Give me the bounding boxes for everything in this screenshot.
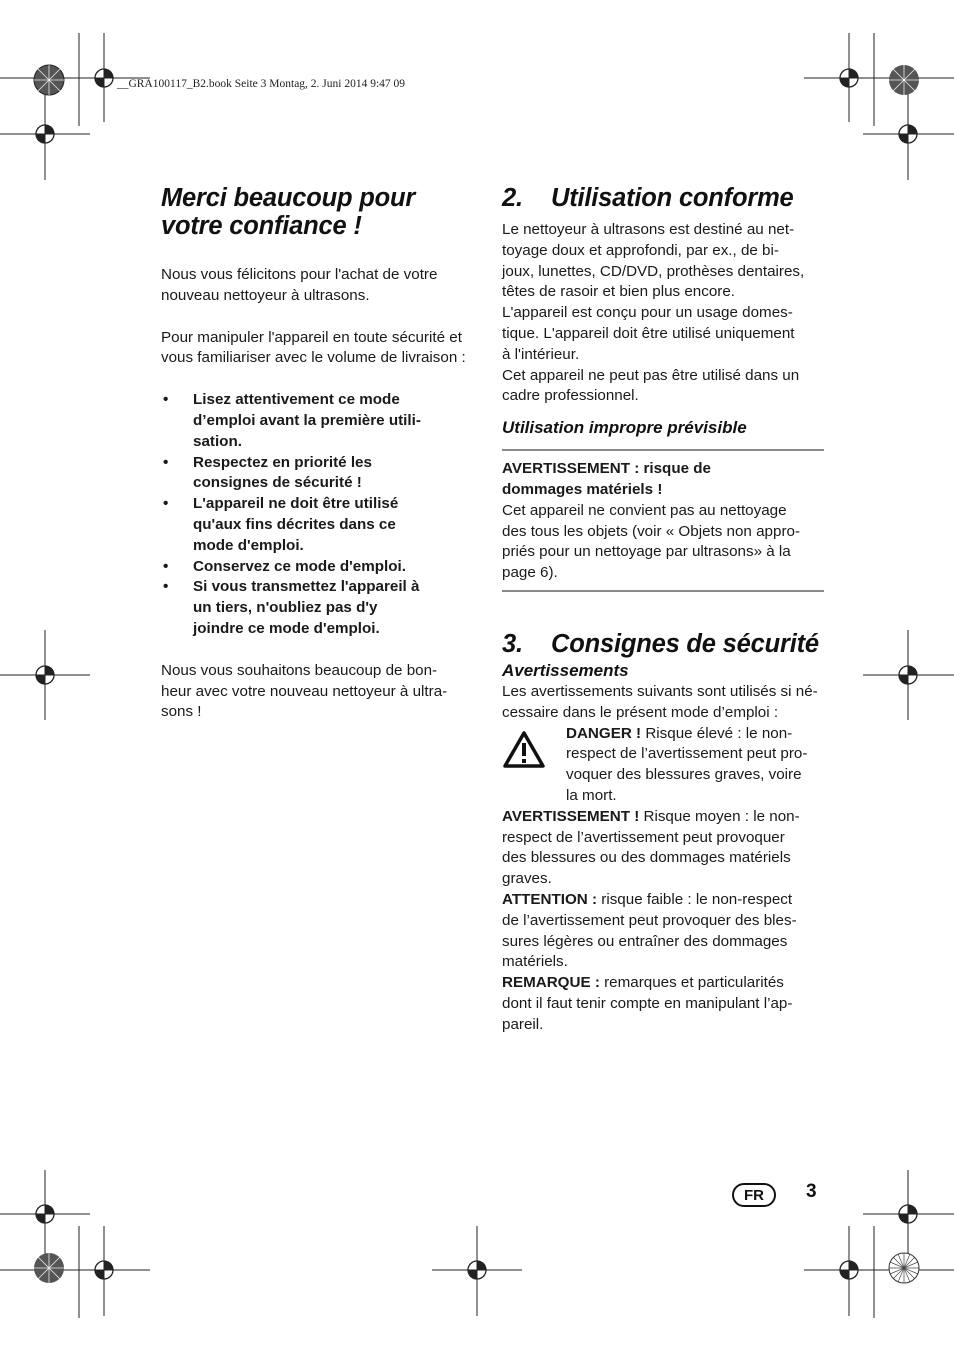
section-2-title: Utilisation conforme <box>551 184 794 212</box>
bullet-icon: • <box>163 578 169 596</box>
language-badge: FR <box>732 1183 776 1207</box>
thanks-title-line1: Merci beaucoup pour <box>161 184 416 212</box>
section-3-heading <box>502 630 824 658</box>
bullet-icon: • <box>163 557 169 575</box>
list-item: • Respectez en priorité les consignes de sécurité ! <box>163 453 372 492</box>
attention-label: ATTENTION : <box>502 890 598 908</box>
material-damage-warning-title: AVERTISSEMENT : risque de dommages matériels ! <box>502 460 711 498</box>
danger-definition: DANGER ! Risque élevé : le non- respect de l’avertissement peut pro- voquer des blessures graves, voire la mort. <box>502 724 824 807</box>
section-2-heading <box>502 184 824 212</box>
section-3-title: Consignes de sécurité <box>551 629 819 658</box>
list-item: • Si vous transmettez l'appareil à un tiers, n'oubliez pas d'y joindre ce mode d'emploi. <box>163 578 420 637</box>
avertissement-definition: AVERTISSEMENT ! Risque moyen : le non- respect de l’avertissement peut provoquer des blessures ou des dommages matériels graves. <box>502 807 800 888</box>
page-number: 3 <box>806 1181 817 1202</box>
bullet-icon: • <box>163 495 169 513</box>
list-item: • Conservez ce mode d'emploi. <box>161 557 483 578</box>
section-2-number: 2. <box>502 184 523 212</box>
warning-triangle-icon <box>502 730 546 770</box>
section-3-number: 3. <box>502 629 523 658</box>
list-item: • Lisez attentivement ce mode d’emploi avant la première utili- sation. <box>163 391 421 450</box>
thanks-title-line2: votre confiance ! <box>161 212 362 240</box>
left-column <box>161 184 483 723</box>
closing-paragraph: Nous vous souhaitons beaucoup de bon- heur avec votre nouveau nettoyeur à ultra- sons ! <box>161 661 448 721</box>
material-damage-warning-body: Cet appareil ne convient pas au nettoyage des tous les objets (voir « Objets non appro- priés pour un nettoyage par ultrasons» à la page 6). <box>502 501 801 582</box>
intended-use-paragraph: Le nettoyeur à ultrasons est destiné au net- toyage doux et approfondi, par ex., de bi- joux, lunettes, CD/DVD, prothèses dentaires, têtes de rasoir et bien plus encore. L'appareil est conçu pour un usage domes- tique. L'appareil doit être utilisé uniquement à l'intérieur. Cet appareil ne peut pas être utilisé dans un cadre professionnel. <box>502 221 805 405</box>
warnings-heading: Avertissements <box>502 660 629 680</box>
handling-paragraph: Pour manipuler l'appareil en toute sécurité et vous familiariser avec le volume de livraison : <box>161 328 466 367</box>
danger-label: DANGER ! <box>566 724 642 742</box>
bullet-icon: • <box>163 391 169 409</box>
misuse-heading: Utilisation impropre prévisible <box>502 418 747 438</box>
list-item: • L'appareil ne doit être utilisé qu'aux fins décrites dans ce mode d'emploi. <box>163 495 399 554</box>
print-header: __GRA100117_B2.book Seite 3 Montag, 2. Juni 2014 9:47 09 <box>117 78 406 90</box>
warnings-intro: Les avertissements suivants sont utilisés si né- cessaire dans le présent mode d’emploi : <box>502 682 818 721</box>
attention-definition: ATTENTION : risque faible : le non-respect de l’avertissement peut provoquer des bles- sures légères ou entraîner des dommages matériels. <box>502 890 797 971</box>
avertissement-label: AVERTISSEMENT ! <box>502 807 640 825</box>
thanks-title <box>161 184 483 240</box>
bullet-icon: • <box>163 453 169 471</box>
remarque-label: REMARQUE : <box>502 974 600 992</box>
right-column <box>502 184 824 1036</box>
remarque-definition: REMARQUE : remarques et particularités dont il faut tenir compte en manipulant l’ap- pareil. <box>502 974 793 1033</box>
intro-paragraph: Nous vous félicitons pour l'achat de votre nouveau nettoyeur à ultrasons. <box>161 266 438 304</box>
instruction-list <box>161 390 483 640</box>
